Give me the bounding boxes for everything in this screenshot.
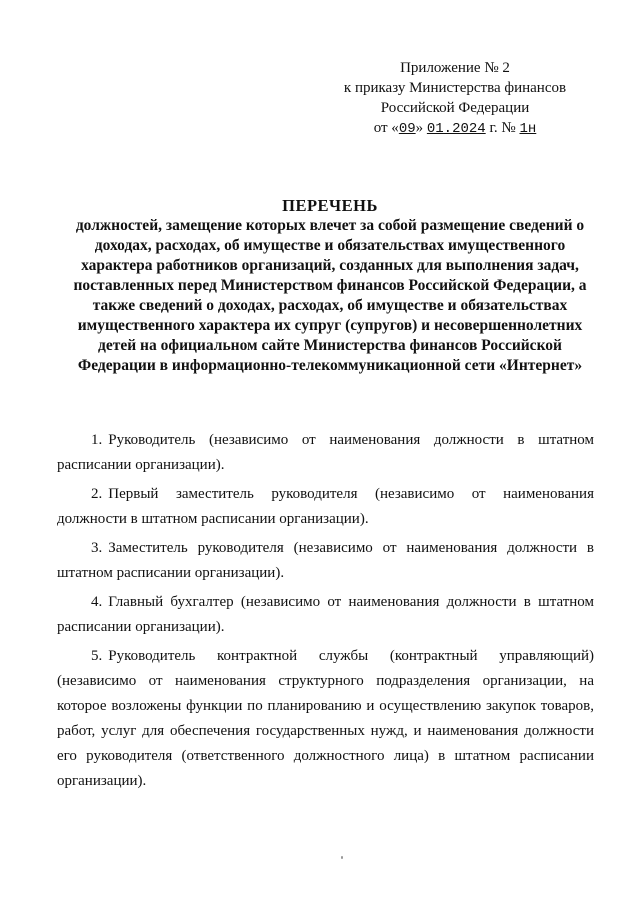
document-title-block <box>60 196 600 376</box>
date-mid: » <box>415 120 424 136</box>
item-number: 2. <box>91 486 103 502</box>
order-number-prefix: г. № <box>489 120 516 136</box>
list-item <box>57 428 594 478</box>
list-item <box>57 644 594 794</box>
order-number: 1н <box>519 121 537 137</box>
list-item <box>57 590 594 640</box>
item-number: 4. <box>91 594 103 610</box>
positions-list <box>57 428 594 798</box>
document-subtitle: должностей, замещение которых влечет за собой размещение сведений о доходах, расходах, об имуществе и обязательствах имущественного характера работников организаций, созданных для выполнения задач, поставленных перед Министерством финансов Российской Федерации, а также сведений о доходах, расходах, об имуществе и обязательствах имущественного характера их супруг (супругов) и несовершеннолетних детей на официальном сайте Министерства финансов Российской Федерации в информационно-телекоммуникационной сети «Интернет» <box>73 217 587 374</box>
scan-speck <box>341 856 343 859</box>
document-heading: ПЕРЕЧЕНЬ <box>282 196 378 215</box>
item-text: Первый заместитель руководителя (независимо от наименования должности в штатном расписании организации). <box>57 486 594 527</box>
appendix-order-ref: к приказу Министерства финансов <box>343 80 567 96</box>
appendix-date-line <box>330 118 580 139</box>
item-number: 5. <box>91 648 103 664</box>
item-text: Заместитель руководителя (независимо от наименования должности в штатном расписании организации). <box>57 540 594 581</box>
appendix-federation: Российской Федерации <box>380 100 530 116</box>
list-item <box>57 536 594 586</box>
appendix-header <box>330 58 580 139</box>
date-month-year: 01.2024 <box>426 121 486 137</box>
item-text: Главный бухгалтер (независимо от наименования должности в штатном расписании организации). <box>57 594 594 635</box>
item-text: Руководитель (независимо от наименования должности в штатном расписании организации). <box>57 432 594 473</box>
item-number: 3. <box>91 540 103 556</box>
item-text: Руководитель контрактной службы (контрактный управляющий) (независимо от наименования структурного подразделения организации, на которое возложены функции по планированию и осуществлению закупок товаров, работ, услуг для обеспечения государственных нужд, и наименования должности его руководителя (ответственного должностного лица) в штатном расписании организации). <box>57 648 594 789</box>
item-number: 1. <box>91 432 103 448</box>
date-prefix: от « <box>373 120 399 136</box>
list-item <box>57 482 594 532</box>
date-day: 09 <box>398 121 416 137</box>
appendix-title: Приложение № 2 <box>400 60 510 76</box>
